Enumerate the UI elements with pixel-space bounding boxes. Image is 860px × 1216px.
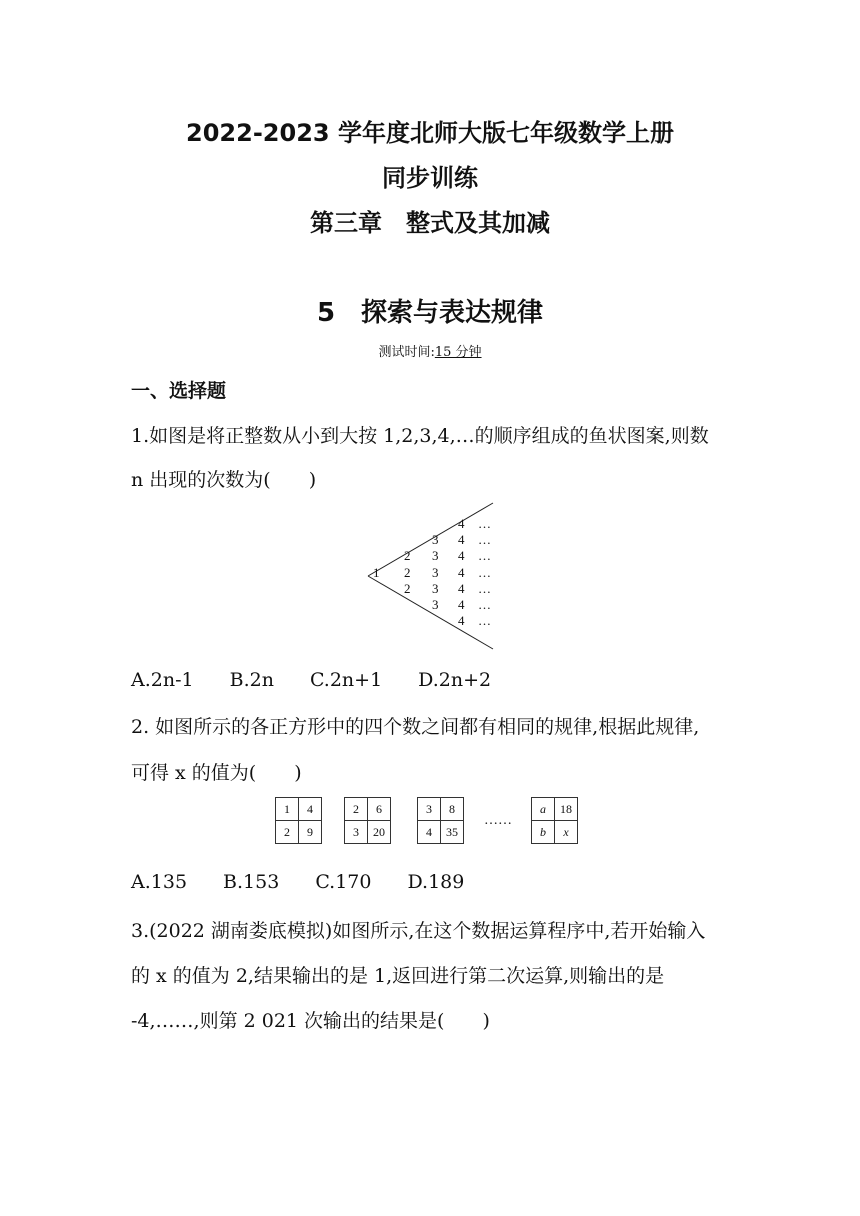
fish-number: 3 [432,580,439,596]
q2-text-line2: 可得 x 的值为( ) [131,762,302,784]
fish-number: 4 [458,613,465,629]
square-cell: 35 [441,821,464,844]
squares-figure [275,797,587,853]
fish-ellipsis: … [478,597,491,612]
square-cell: 4 [418,821,441,844]
q2-option-d[interactable]: D.189 [407,871,465,893]
fish-number: 2 [404,580,411,596]
fish-number: 4 [458,564,465,580]
square-cell: 20 [368,821,391,844]
fish-lines [364,500,496,652]
q3-text-line1: 3.(2022 湖南娄底模拟)如图所示,在这个数据运算程序中,若开始输入 [131,920,706,942]
square-cell: a [532,798,555,821]
square-cell: 18 [555,798,578,821]
square-cell: 2 [276,821,299,844]
fish-number: 3 [432,532,439,548]
test-time-value: 15 分钟 [434,345,482,360]
square-cell: 6 [368,798,391,821]
fish-number: 1 [373,564,380,580]
q1-text-line2: n 出现的次数为( ) [131,469,317,491]
square-cell: 3 [345,821,368,844]
q1-option-a[interactable]: A.2n-1 [131,669,194,691]
q2-option-c[interactable]: C.170 [315,871,372,893]
square-cell: 1 [276,798,299,821]
fish-number: 3 [432,597,439,612]
square-cell: x [555,821,578,844]
q2-option-b[interactable]: B.153 [223,871,280,893]
fish-number: 4 [458,597,465,612]
square-cell: b [532,821,555,844]
fish-ellipsis: … [478,580,491,596]
square-4 [531,797,578,844]
q1-options [131,669,527,691]
fish-figure [364,500,496,652]
test-time-label: 测试时间: [378,345,435,360]
lesson-title: 5 探索与表达规律 [316,298,544,328]
fish-number: 4 [458,580,465,596]
q2-options [131,871,500,893]
q1-option-c[interactable]: C.2n+1 [309,669,383,691]
section-title: 一、选择题 [131,380,227,402]
square-cell: 4 [299,798,322,821]
fish-ellipsis: … [478,548,491,564]
fish-number: 3 [432,548,439,564]
fish-ellipsis: … [478,516,491,531]
squares-ellipsis: …… [484,813,512,828]
fish-number: 2 [404,564,411,580]
square-3 [417,797,464,844]
q1-text-line1: 1.如图是将正整数从小到大按 1,2,3,4,…的顺序组成的鱼状图案,则数 [131,425,709,447]
q1-option-b[interactable]: B.2n [229,669,274,691]
q3-text-line2: 的 x 的值为 2,结果输出的是 1,返回进行第二次运算,则输出的是 [131,965,665,987]
test-time [0,341,860,360]
chapter-title: 第三章 整式及其加减 [310,209,550,237]
square-cell: 2 [345,798,368,821]
q1-option-d[interactable]: D.2n+2 [418,669,492,691]
square-2 [344,797,391,844]
fish-ellipsis: … [478,564,491,580]
square-cell: 9 [299,821,322,844]
q2-text-line1: 2. 如图所示的各正方形中的四个数之间都有相同的规律,根据此规律, [131,716,700,738]
q3-text-line3: -4,……,则第 2 021 次输出的结果是( ) [131,1010,490,1032]
fish-number: 4 [458,532,465,548]
fish-number: 2 [404,548,411,564]
fish-number: 4 [458,548,465,564]
fish-ellipsis: … [478,532,491,548]
fish-number: 4 [458,516,465,531]
doc-subtitle: 同步训练 [382,164,478,192]
q2-option-a[interactable]: A.135 [131,871,188,893]
square-1 [275,797,322,844]
fish-number: 3 [432,564,439,580]
doc-title: 2022-2023 学年度北师大版七年级数学上册 [186,119,674,147]
square-cell: 3 [418,798,441,821]
square-cell: 8 [441,798,464,821]
fish-ellipsis: … [478,613,491,629]
